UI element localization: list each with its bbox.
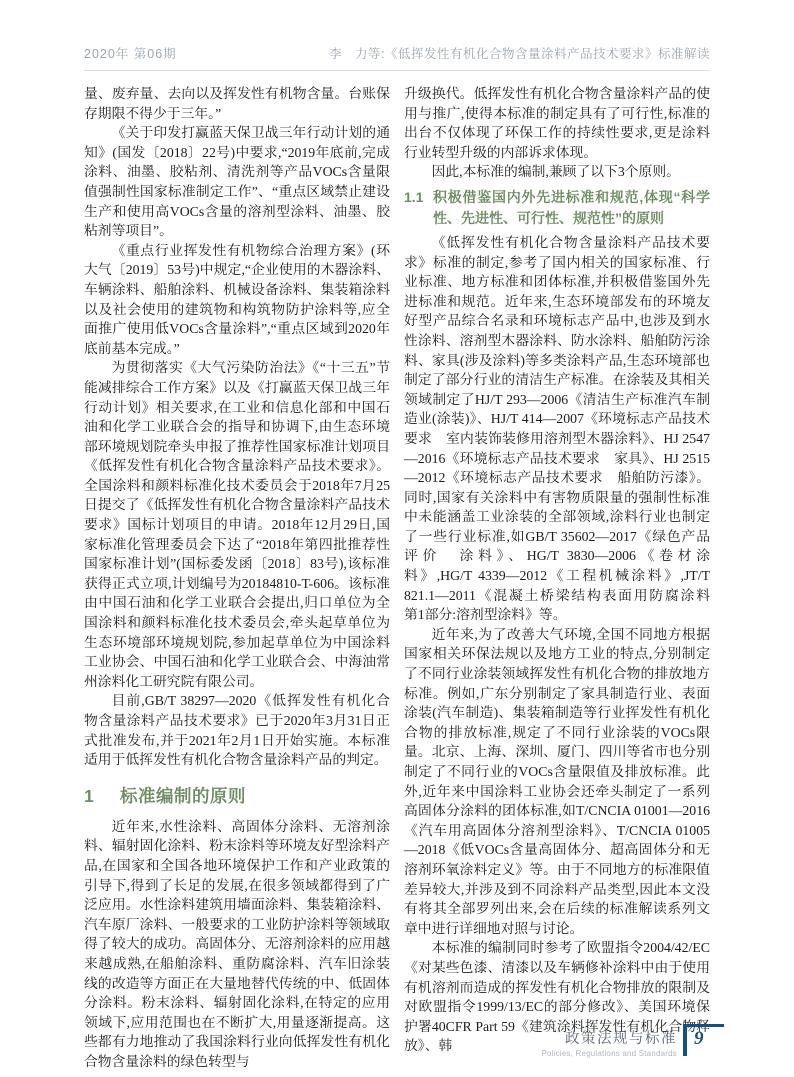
section-title: 标准编制的原则 [120, 785, 246, 806]
paragraph: 为贯彻落实《大气污染防治法》《“十三五”节能减排综合工作方案》以及《打赢蓝天保卫战三年行动计划》相关要求,在工业和信息化部和中国石油和化学工业联合会的指导和协调下,由生态环境部环境规划院牵头申报了推荐性国家标准计划项目《低挥发性有机化合物含量涂料产品技术要求》。全国涂料和颜料标准化技术委员会于2018年7月25日提交了《低挥发性有机化合物含量涂料产品技术要求》国标计划项目的申请。2018年12月29日,国家标准化管理委员会下达了“2018年第四批推荐性国家标准计划”(国标委发函〔2018〕83号),该标准获得正式立项,计划编号为20184810-T-606。该标准由中国石油和化学工业联合会提出,归口单位为全国涂料和颜料标准化技术委员会,牵头起草单位为生态环境部环境规划院,参加起草单位为中国涂料工业协会、中国石油和化学工业联合会、中海油常州涂料化工研究院有限公司。 [84, 360, 390, 689]
paragraph: 量、废弃量、去向以及挥发性有机物含量。台账保存期限不得少于三年。” [84, 86, 390, 121]
issue-label: 2020年 第06期 [84, 47, 177, 61]
paragraph: 近年来,为了改善大气环境,全国不同地方根据国家相关环保法规以及地方工业的特点,分别制定了不同行业涂装领域挥发性有机化合物的排放地方标准。例如,广东分别制定了家具制造行业、表面涂装(汽车制造)、集装箱制造等行业挥发性有机化合物的排放标准,规定了不同行业涂装的VOCs限量。北京、上海、深圳、厦门、四川等省市也分别制定了不同行业的VOCs含量限值及排放标准。此外,近年来中国涂料工业协会还牵头制定了一系列高固体分涂料的团体标准,如T/CNCIA 01001—2016《汽车用高固体分溶剂型涂料》、T/CNCIA 01005—2018《低VOCs含量高固体分、超高固体分和无溶剂环氧涂料定义》等。由于不同地方的标准限值差异较大,并涉及到不同涂料产品类型,因此本文没有将其全部罗列出来,会在后续的标准解读系列文章中进行详细地对照与讨论。 [404, 626, 710, 936]
header-divider [84, 70, 710, 71]
footer-section-cn: 政策法规与标准 [565, 1031, 677, 1047]
section-number: 1.1 [404, 188, 424, 205]
footer-section [541, 1024, 677, 1058]
left-column [84, 84, 390, 1072]
page-number-mark [683, 1024, 724, 1056]
page-header [84, 44, 710, 62]
section-title: 积极借鉴国内外先进标准和规范,体现“科学性、先进性、可行性、规范性”的原则 [433, 188, 710, 226]
paragraph: 《重点行业挥发性有机物综合治理方案》(环大气〔2019〕53号)中规定,“企业使用的木器涂料、车辆涂料、船舶涂料、机械设备涂料、集装箱涂料以及社会使用的建筑物和构筑物防护涂料等,应全面推广使用低VOCs含量涂料”,“重点区域到2020年底前基本完成。” [84, 242, 390, 356]
article-body [84, 84, 724, 1072]
paragraph: 《关于印发打赢蓝天保卫战三年行动计划的通知》(国发〔2018〕22号)中要求,“2019年底前,完成涂料、油墨、胶粘剂、清洗剂等产品VOCs含量限值强制性国家标准制定工作”、“重点区域禁止建设生产和使用高VOCs含量的溶剂型涂料、油墨、胶粘剂等项目”。 [84, 125, 390, 239]
paragraph: 本标准的编制同时参考了欧盟指令2004/42/EC《对某些色漆、清漆以及车辆修补涂料中由于使用有机溶剂而造成的挥发性有机化合物排放的限制及对欧盟指令1999/13/EC的部分修改》、美国环境保护署40CFR Part 59《建筑涂料挥发性有机化合物释放》、韩 [404, 940, 710, 1054]
section-heading [84, 784, 390, 808]
page-number: 9 [694, 1028, 704, 1049]
paragraph: 《低挥发性有机化合物含量涂料产品技术要求》标准的制定,参考了国内相关的国家标准、行业标准、地方标准和团体标准,并积极借鉴国外先进标准和规范。近年来,生态环境部发布的环境友好型产品综合名录和环境标志产品中,也涉及到水性涂料、溶剂型木器涂料、防水涂料、船舶防污涂料、家具(涉及涂料)等多类涂料产品,生态环境部也制定了部分行业的清洁生产标准。在涂装及其相关领域制定了HJ/T 293—2006《清洁生产标准汽车制造业(涂装)》、HJ/T 414—2007《环境标志产品技术要求 室内装饰装修用溶剂型木器涂料》、HJ 2547—2016《环境标志产品技术要求 家具》、HJ 2515—2012《环境标志产品技术要求 船舶防污漆》。同时,国家有关涂料中有害物质限量的强制性标准中未能涵盖工业涂装的全部领域,涂料行业也制定了一些行业标准,如GB/T 35602—2017《绿色产品评价 涂料》、HG/T 3830—2006《卷材涂料》,HG/T 4339—2012《工程机械涂料》,JT/T 821.1—2011《混凝土桥梁结构表面用防腐涂料 第1部分:溶剂型涂料》等。 [404, 234, 724, 623]
paragraph: 升级换代。低挥发性有机化合物含量涂料产品的使用与推广,使得本标准的制定具有了可行性,标准的出台不仅体现了环保工作的持续性要求,更是涂料行业转型升级的内部诉求体现。 [404, 86, 710, 160]
page-footer [541, 1024, 724, 1058]
section-number: 1 [84, 785, 94, 806]
paragraph: 因此,本标准的编制,兼顾了以下3个原则。 [431, 164, 680, 180]
running-title: 李 力等:《低挥发性有机化合物含量涂料产品技术要求》标准解读 [329, 47, 710, 61]
footer-section-en: Policies, Regulations and Standards [541, 1049, 677, 1058]
section-heading [404, 187, 710, 229]
paragraph: 近年来,水性涂料、高固体分涂料、无溶剂涂料、辐射固化涂料、粉末涂料等环境友好型涂料产品,在国家和全国各地环境保护工作和产业政策的引导下,得到了长足的发展,在很多领域都得到了广泛应用。水性涂料建筑用墙面涂料、集装箱涂料、汽车原厂涂料、一般要求的工业防护涂料等领域取得了较大的成功。高固体分、无溶剂涂料的应用越来越成熟,在船舶涂料、重防腐涂料、汽车旧涂装线的改造等方面正在大量地替代传统的中、低固体分涂料。粉末涂料、辐射固化涂料,在特定的应用领域下,应用范围也在不断扩大,用量逐渐提高。这些都有力地推动了我国涂料行业向低挥发性有机化合物含量涂料的绿色转型与 [84, 818, 390, 1069]
right-column [404, 84, 724, 1072]
paragraph: 目前,GB/T 38297—2020《低挥发性有机化合物含量涂料产品技术要求》已于2020年3月31日正式批准发布,并于2021年2月1日开始实施。本标准适用于低挥发性有机化合物含量涂料产品的判定。 [84, 693, 390, 768]
